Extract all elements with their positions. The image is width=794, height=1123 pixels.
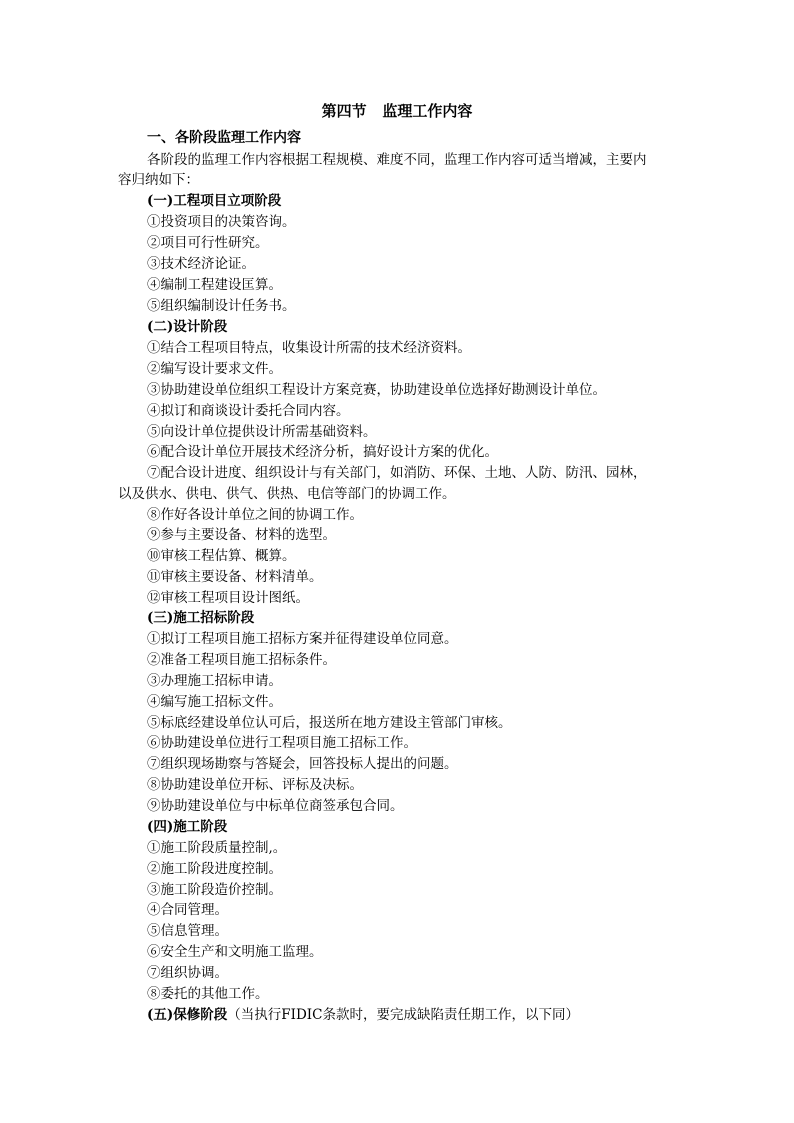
list-item: ⑥协助建设单位进行工程项目施工招标工作。 — [147, 735, 417, 751]
list-item: ⑤信息管理。 — [147, 923, 228, 939]
stage5-heading: (五)保修阶段 — [147, 1007, 228, 1023]
list-item: ⑤标底经建设单位认可后，报送所在地方建设主管部门审核。 — [147, 715, 512, 731]
list-item: ⑦组织协调。 — [147, 965, 228, 981]
list-item: ⑧作好各设计单位之间的协调工作。 — [147, 507, 363, 523]
list-item: ③技术经济论证。 — [147, 256, 255, 272]
stage2-heading: (二)设计阶段 — [147, 319, 228, 335]
list-item: ⑥安全生产和文明施工监理。 — [147, 944, 323, 960]
list-item: ④合同管理。 — [147, 902, 228, 918]
list-item: ③施工阶段造价控制。 — [147, 882, 282, 898]
page-title: 第四节 监理工作内容 — [321, 102, 473, 120]
list-item-continued: 以及供水、供电、供气、供热、电信等部门的协调工作。 — [118, 486, 456, 502]
list-item: ①投资项目的决策咨询。 — [147, 214, 296, 230]
intro-line-2: 容归纳如下： — [118, 172, 199, 188]
stage1-heading: (一)工程项目立项阶段 — [147, 193, 282, 209]
list-item: ②准备工程项目施工招标条件。 — [147, 652, 336, 668]
list-item: ⑥配合设计单位开展技术经济分析，搞好设计方案的优化。 — [147, 444, 498, 460]
list-item: ①拟订工程项目施工招标方案并征得建设单位同意。 — [147, 631, 458, 647]
list-item: ③办理施工招标申请。 — [147, 673, 282, 689]
list-item: ④拟订和商谈设计委托合同内容。 — [147, 403, 350, 419]
list-item: ③协助建设单位组织工程设计方案竞赛，协助建设单位选择好勘测设计单位。 — [147, 382, 606, 398]
list-item: ⑨参与主要设备、材料的选型。 — [147, 527, 336, 543]
intro-line-1: 各阶段的监理工作内容根据工程规模、难度不同，监理工作内容可适当增减，主要内 — [147, 152, 647, 168]
list-item: ①结合工程项目特点，收集设计所需的技术经济资料。 — [147, 340, 471, 356]
list-item: ①施工阶段质量控制,。 — [147, 840, 287, 856]
stage4-heading: (四)施工阶段 — [147, 819, 228, 835]
list-item: ②项目可行性研究。 — [147, 235, 269, 251]
stage5-line — [147, 1005, 579, 1025]
list-item: ⑫审核工程项目设计图纸。 — [147, 590, 309, 606]
list-item: ⑩审核工程估算、概算。 — [147, 548, 296, 564]
list-item: ⑦配合设计进度、组织设计与有关部门，如消防、环保、土地、人防、防汛、园林， — [147, 465, 647, 481]
list-item: ⑧协助建设单位开标、评标及决标。 — [147, 777, 363, 793]
list-item: ⑧委托的其他工作。 — [147, 986, 269, 1002]
list-item: ⑤组织编制设计任务书。 — [147, 298, 296, 314]
list-item: ④编写施工招标文件。 — [147, 694, 282, 710]
list-item: ④编制工程建设匡算。 — [147, 277, 282, 293]
list-item: ⑦组织现场勘察与答疑会，回答投标人提出的问题。 — [147, 756, 458, 772]
stage3-heading: (三)施工招标阶段 — [147, 610, 255, 626]
list-item: ②施工阶段进度控制。 — [147, 861, 282, 877]
stage5-note: （当执行FIDIC条款时，要完成缺陷责任期工作，以下同） — [227, 1007, 579, 1023]
list-item: ②编写设计要求文件。 — [147, 361, 282, 377]
list-item: ⑤向设计单位提供设计所需基础资料。 — [147, 424, 377, 440]
section-heading: 一、各阶段监理工作内容 — [147, 130, 301, 146]
list-item: ⑪审核主要设备、材料清单。 — [147, 569, 323, 585]
list-item: ⑨协助建设单位与中标单位商签承包合同。 — [147, 798, 404, 814]
